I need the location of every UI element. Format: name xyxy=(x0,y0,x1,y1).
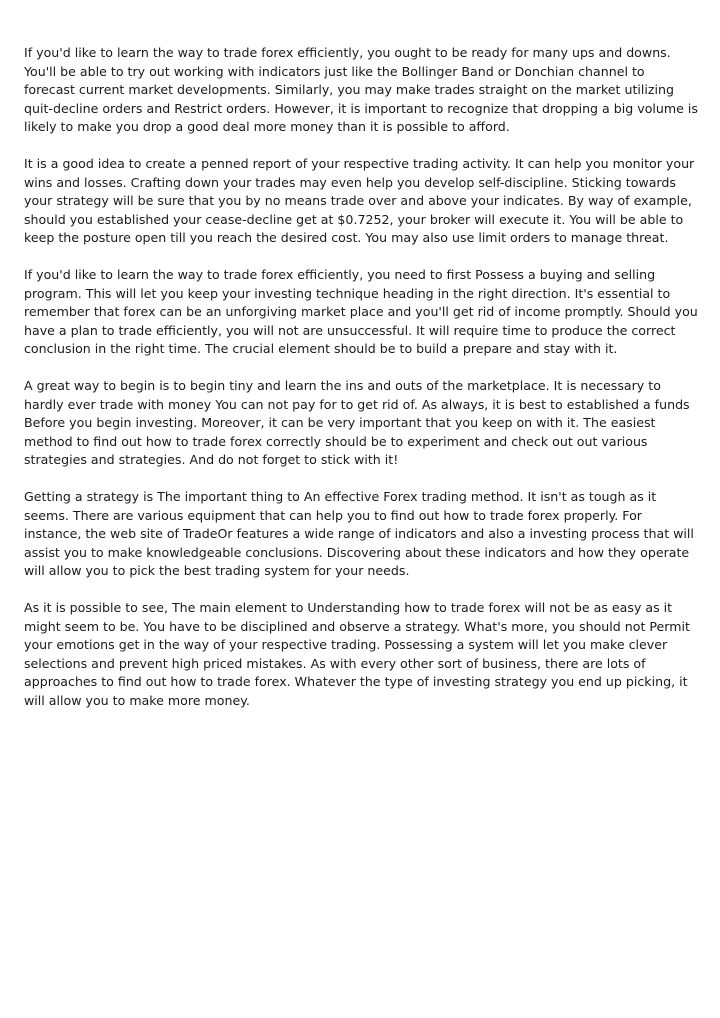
paragraph-2: It is a good idea to create a penned report of your respective trading activity. It can help you monitor your wins and losses. Crafting down your trades may even help you develop self-discipline. Sticking towards your strategy will be sure that you by no means trade over and above your indicates. By way of example, should you established your cease-decline get at $0.7252, your broker will execute it. You will be able to keep the posture open till you reach the desired cost. You may also use limit orders to manage threat. xyxy=(24,156,695,245)
paragraph-4: A great way to begin is to begin tiny and learn the ins and outs of the marketplace. It is necessary to hardly ever trade with money You can not pay for to get rid of. As always, it is best to established a funds Before you begin investing. Moreover, it can be very important that you keep on with it. The easiest method to find out how to trade forex correctly should be to experiment and check out out various strategies and strategies. And do not forget to stick with it! xyxy=(24,378,690,467)
paragraph-6: As it is possible to see, The main element to Understanding how to trade forex will not be as easy as it might seem to be. You have to be disciplined and observe a strategy. What's more, you should not Permit your emotions get in the way of your respective trading. Possessing a system will let you make clever selections and prevent high priced mistakes. As with every other sort of business, there are lots of approaches to find out how to trade forex. Whatever the type of investing strategy you end up picking, it will allow you to make more money. xyxy=(24,600,690,708)
paragraph-5: Getting a strategy is The important thing to An effective Forex trading method. It isn't as tough as it seems. There are various equipment that can help you to find out how to trade forex properly. For instance, the web site of TradeOr features a wide range of indicators and also a investing process that will assist you to make knowledgeable conclusions. Discovering about these indicators and how they operate will allow you to pick the best trading system for your needs. xyxy=(24,489,694,578)
paragraph-1: If you'd like to learn the way to trade forex efficiently, you ought to be ready for many ups and downs. You'll be able to try out working with indicators just like the Bollinger Band or Donchian channel to forecast current market developments. Similarly, you may make trades straight on the market utilizing quit-decline orders and Restrict orders. However, it is important to recognize that dropping a big volume is likely to make you drop a good deal more money than it is possible to afford. xyxy=(24,45,698,134)
paragraph-3: If you'd like to learn the way to trade forex efficiently, you need to first Possess a buying and selling program. This will let you keep your investing technique heading in the right direction. It's essential to remember that forex can be an unforgiving market place and you'll get rid of income promptly. Should you have a plan to trade efficiently, you will not are unsuccessful. It will require time to produce the correct conclusion in the right time. The crucial element should be to build a prepare and stay with it. xyxy=(24,267,698,356)
article-body xyxy=(24,44,699,729)
